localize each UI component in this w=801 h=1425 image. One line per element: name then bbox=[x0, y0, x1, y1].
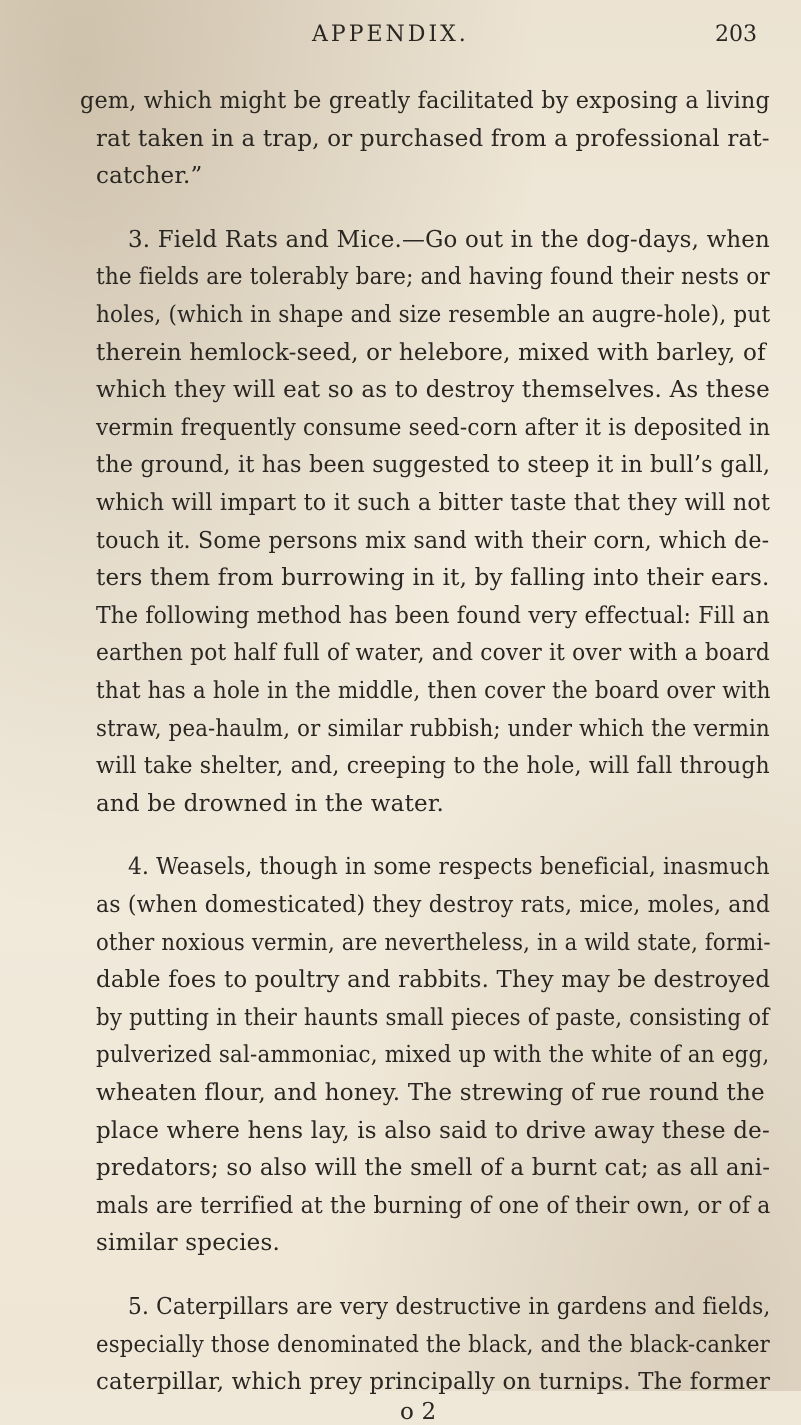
text-line: 3. Field Rats and Mice.—Go out in the dog-days, when bbox=[128, 227, 770, 253]
text-line: earthen pot half full of water, and cover it over with a board bbox=[96, 640, 771, 666]
text-line: catcher.” bbox=[96, 163, 203, 189]
text-line: touch it. Some persons mix sand with their corn, which de- bbox=[96, 528, 770, 554]
text-line: especially those denominated the black, and the black-canker bbox=[96, 1332, 770, 1358]
text-line: as (when domesticated) they destroy rats, mice, moles, and bbox=[96, 892, 771, 918]
text-line: rat taken in a trap, or purchased from a professional rat- bbox=[96, 126, 770, 152]
text-line: dable foes to poultry and rabbits. They may be destroyed bbox=[96, 967, 771, 993]
text-line: mals are terrified at the burning of one of their own, or of a bbox=[96, 1193, 771, 1219]
text-line: 4. Weasels, though in some respects beneficial, inasmuch bbox=[128, 854, 770, 880]
text-line: will take shelter, and, creeping to the hole, will fall through bbox=[96, 753, 770, 779]
text-line: gem, which might be greatly facilitated by exposing a living bbox=[80, 88, 770, 114]
text-line: caterpillar, which prey principally on turnips. The former bbox=[96, 1369, 771, 1395]
text-line: holes, (which in shape and size resemble an augre-hole), put bbox=[96, 302, 771, 328]
text-line: therein hemlock-seed, or helebore, mixed with barley, of bbox=[96, 340, 766, 366]
text-line: 5. Caterpillars are very destructive in gardens and fields, bbox=[128, 1294, 771, 1320]
page-number: 203 bbox=[715, 22, 757, 47]
running-title: APPENDIX. bbox=[312, 22, 469, 47]
text-line: other noxious vermin, are nevertheless, in a wild state, formi- bbox=[96, 930, 771, 956]
page-header bbox=[0, 22, 801, 62]
text-line: by putting in their haunts small pieces of paste, consisting of bbox=[96, 1005, 770, 1031]
text-line: predators; so also will the smell of a burnt cat; as all ani- bbox=[96, 1155, 771, 1181]
signature-mark: o 2 bbox=[400, 1399, 437, 1425]
text-line: that has a hole in the middle, then cover the board over with bbox=[96, 678, 771, 704]
text-line: The following method has been found very effectual: Fill an bbox=[96, 603, 770, 629]
text-line: which will impart to it such a bitter taste that they will not bbox=[96, 490, 771, 516]
text-line: place where hens lay, is also said to drive away these de- bbox=[96, 1118, 770, 1144]
text-line: pulverized sal-ammoniac, mixed up with the white of an egg, bbox=[96, 1042, 770, 1068]
text-line: the fields are tolerably bare; and having found their nests or bbox=[96, 264, 770, 290]
text-line: and be drowned in the water. bbox=[96, 791, 445, 817]
text-line: the ground, it has been suggested to steep it in bull’s gall, bbox=[96, 452, 771, 478]
text-line: which they will eat so as to destroy themselves. As these bbox=[96, 377, 770, 403]
text-line: wheaten flour, and honey. The strewing of rue round the bbox=[96, 1080, 765, 1106]
text-line: vermin frequently consume seed-corn after it is deposited in bbox=[96, 415, 771, 441]
text-line: ters them from burrowing in it, by falling into their ears. bbox=[96, 565, 770, 591]
text-line: similar species. bbox=[96, 1230, 280, 1256]
text-line: straw, pea-haulm, or similar rubbish; under which the vermin bbox=[96, 716, 770, 742]
